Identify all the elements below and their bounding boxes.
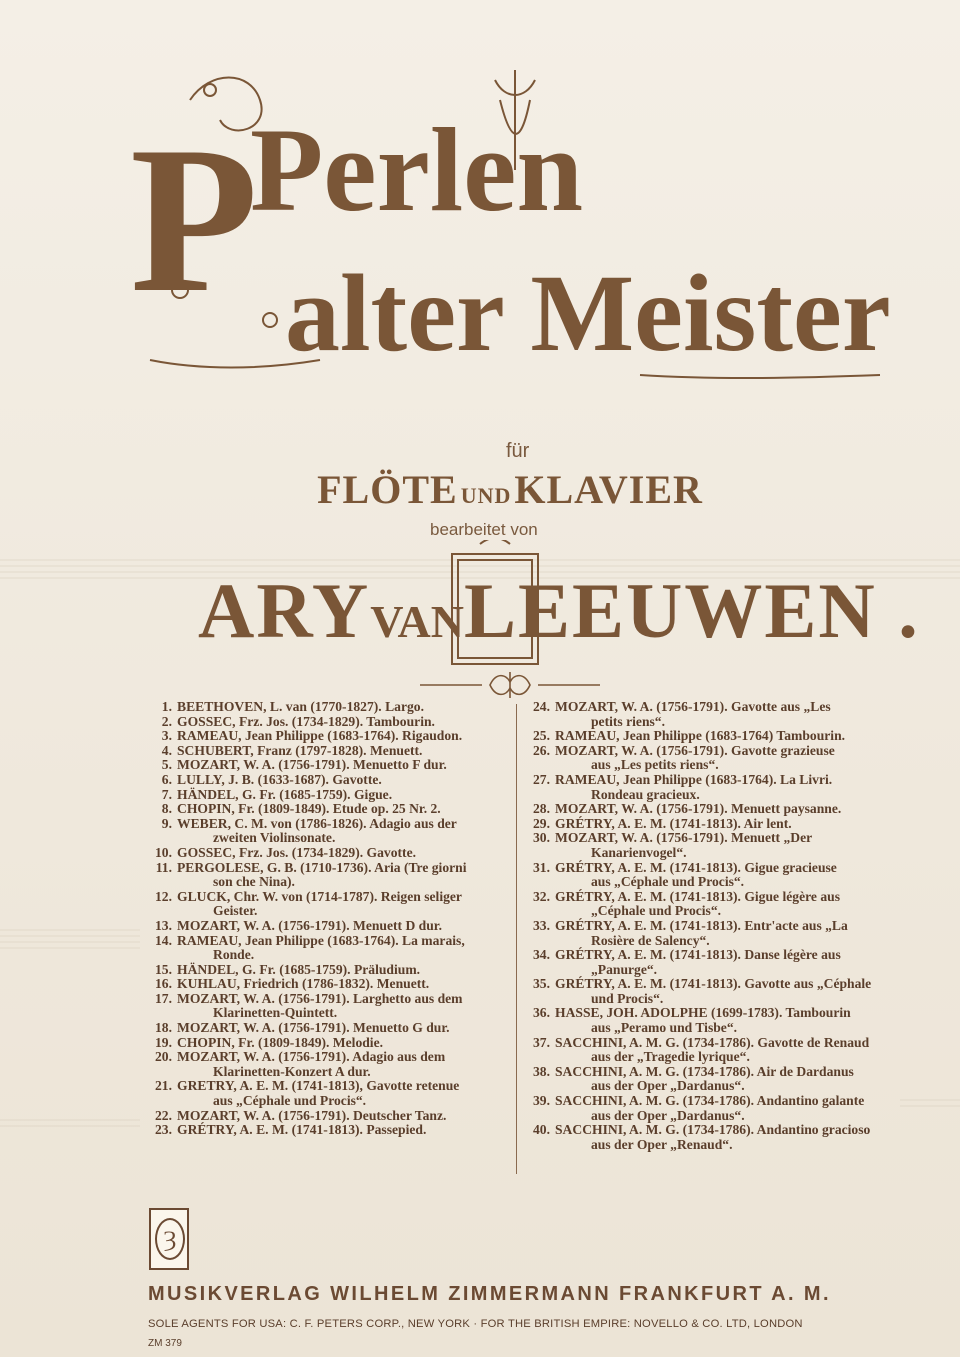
piece-body (177, 963, 514, 978)
piece-continuation: aus der „Tragedie lyrique“. (591, 1049, 750, 1065)
list-item (524, 1065, 896, 1094)
title-line2: alter Meister (285, 252, 891, 374)
piece-title: RAMEAU, Jean Philippe (1683-1764) Tambourin. (555, 728, 846, 744)
piece-body (177, 729, 514, 744)
piece-number: 7. (161, 786, 172, 802)
piece-body (177, 1050, 514, 1079)
title-initial-p: P (130, 104, 259, 336)
piece-title: MOZART, W. A. (1756-1791). Gavotte grazieuse (555, 742, 835, 758)
piece-body (177, 788, 514, 803)
piece-list-left (146, 700, 514, 1138)
piece-title: PERGOLESE, G. B. (1710-1736). Aria (Tre giorni (177, 859, 467, 875)
for-label: für (506, 440, 530, 462)
piece-body (555, 1094, 896, 1123)
piece-body (177, 700, 514, 715)
piece-body (555, 744, 896, 773)
publisher-logo-mark: Ȝ (155, 1218, 185, 1260)
piece-number: 40. (533, 1122, 550, 1138)
list-item (146, 817, 514, 846)
list-item (146, 846, 514, 861)
piece-number: 25. (533, 728, 550, 744)
list-item (524, 831, 896, 860)
piece-body (555, 729, 896, 744)
piece-continuation: son che Nina). (213, 874, 295, 890)
piece-title: MOZART, W. A. (1756-1791). Menuetto G dur. (177, 1020, 450, 1036)
piece-title: HÄNDEL, G. Fr. (1685-1759). Präludium. (177, 961, 421, 977)
piece-number: 11. (155, 859, 172, 875)
piece-number: 1. (161, 699, 172, 714)
piece-title: WEBER, C. M. von (1786-1826). Adagio aus der (177, 815, 457, 831)
piece-title: SACCHINI, A. M. G. (1734-1786). Gavotte de Renaud (555, 1034, 870, 1050)
piece-body (555, 977, 896, 1006)
piece-body (555, 802, 896, 817)
piece-title: SACCHINI, A. M. G. (1734-1786). Andantino galante (555, 1093, 865, 1109)
list-item (524, 802, 896, 817)
list-item (524, 1036, 896, 1065)
piece-title: MOZART, W. A. (1756-1791). Menuett „Der (555, 830, 813, 846)
list-item (146, 1050, 514, 1079)
piece-number: 12. (155, 888, 172, 904)
list-item (524, 1006, 896, 1035)
piece-title: SACCHINI, A. M. G. (1734-1786). Air de Dardanus (555, 1063, 854, 1079)
piece-continuation: aus „Peramo und Tisbe“. (591, 1020, 738, 1036)
piece-continuation: petits riens“. (591, 713, 666, 729)
piece-number: 21. (155, 1078, 172, 1094)
decorative-title (120, 60, 900, 420)
piece-body (177, 715, 514, 730)
list-item (146, 788, 514, 803)
piece-body (555, 1006, 896, 1035)
instrumentation (300, 466, 720, 513)
instrument-piano: KLAVIER (514, 467, 703, 512)
list-item (524, 1094, 896, 1123)
list-item (524, 948, 896, 977)
piece-number: 27. (533, 771, 550, 787)
piece-continuation: aus „Les petits riens“. (591, 757, 719, 773)
list-item (146, 977, 514, 992)
piece-number: 18. (155, 1020, 172, 1036)
list-item (146, 934, 514, 963)
piece-body (555, 773, 896, 802)
list-item (146, 758, 514, 773)
piece-title: GRÉTRY, A. E. M. (1741-1813). Gavotte aus „Céphale (555, 976, 872, 992)
piece-body (555, 817, 896, 832)
piece-body (177, 890, 514, 919)
piece-title: MOZART, W. A. (1756-1791). Gavotte aus „Les (555, 699, 831, 714)
arranger-last: LEEUWEN (463, 567, 877, 654)
publisher-name: MUSIKVERLAG WILHELM ZIMMERMANN FRANKFURT A. M. (148, 1283, 831, 1305)
piece-title: CHOPIN, Fr. (1809-1849). Etude op. 25 Nr. 2. (177, 801, 441, 817)
list-item (146, 963, 514, 978)
piece-body (177, 817, 514, 846)
piece-body (555, 948, 896, 977)
list-item (146, 729, 514, 744)
list-item (146, 744, 514, 759)
instrument-flute: FLÖTE (317, 467, 458, 512)
list-item (524, 817, 896, 832)
piece-title: LULLY, J. B. (1633-1687). Gavotte. (177, 771, 382, 787)
list-item (146, 919, 514, 934)
piece-continuation: aus der Oper „Dardanus“. (591, 1078, 745, 1094)
piece-list-right (524, 700, 896, 1152)
publisher-logo (149, 1208, 189, 1270)
piece-title: RAMEAU, Jean Philippe (1683-1764). La Livri. (555, 771, 833, 787)
piece-number: 5. (161, 757, 172, 773)
piece-number: 36. (533, 1005, 550, 1021)
piece-title: GRÉTRY, A. E. M. (1741-1813). Gigue légère aus (555, 888, 840, 904)
piece-continuation: aus „Céphale und Procis“. (591, 874, 745, 890)
piece-number: 31. (533, 859, 550, 875)
piece-continuation: aus „Céphale und Procis“. (213, 1093, 367, 1109)
piece-number: 37. (533, 1034, 550, 1050)
piece-body (177, 773, 514, 788)
piece-body (555, 919, 896, 948)
piece-number: 15. (155, 961, 172, 977)
piece-number: 33. (533, 917, 550, 933)
piece-body (555, 831, 896, 860)
piece-number: 19. (155, 1034, 172, 1050)
piece-number: 23. (155, 1122, 172, 1138)
piece-number: 26. (533, 742, 550, 758)
piece-body (555, 1065, 896, 1094)
piece-number: 4. (161, 742, 172, 758)
piece-continuation: Ronde. (213, 947, 255, 963)
piece-body (555, 1123, 896, 1152)
piece-title: GRETRY, A. E. M. (1741-1813), Gavotte retenue (177, 1078, 460, 1094)
list-item (524, 729, 896, 744)
piece-title: MOZART, W. A. (1756-1791). Menuett D dur. (177, 917, 442, 933)
arranger-first: ARY (198, 567, 371, 654)
piece-body (177, 919, 514, 934)
list-item (146, 1079, 514, 1108)
piece-body (177, 861, 514, 890)
list-item (146, 773, 514, 788)
piece-body (177, 934, 514, 963)
piece-number: 30. (533, 830, 550, 846)
piece-body (177, 1079, 514, 1108)
piece-body (555, 700, 896, 729)
piece-title: GRÉTRY, A. E. M. (1741-1813). Gigue gracieuse (555, 859, 837, 875)
piece-number: 24. (533, 699, 550, 714)
column-divider (516, 704, 517, 1174)
list-item (146, 861, 514, 890)
list-item (146, 715, 514, 730)
list-item (524, 977, 896, 1006)
piece-number: 29. (533, 815, 550, 831)
piece-continuation: Rosière de Salency“. (591, 932, 710, 948)
sole-agents: SOLE AGENTS FOR USA: C. F. PETERS CORP., NEW YORK · FOR THE BRITISH EMPIRE: NOVELLO & CO. LTD, LONDON (148, 1318, 803, 1330)
piece-title: GRÉTRY, A. E. M. (1741-1813). Entr'acte aus „La (555, 917, 848, 933)
list-item (146, 1036, 514, 1051)
list-item (146, 890, 514, 919)
piece-title: CHOPIN, Fr. (1809-1849). Melodie. (177, 1034, 384, 1050)
list-item (524, 744, 896, 773)
piece-number: 34. (533, 947, 550, 963)
arranger-name (198, 566, 920, 656)
list-item (524, 700, 896, 729)
piece-continuation: Klarinetten-Konzert A dur. (213, 1063, 371, 1079)
piece-continuation: und Procis“. (591, 990, 664, 1006)
piece-body (177, 1036, 514, 1051)
piece-continuation: aus der Oper „Dardanus“. (591, 1107, 745, 1123)
piece-body (177, 758, 514, 773)
piece-number: 28. (533, 801, 550, 817)
piece-body (177, 802, 514, 817)
piece-continuation: zweiten Violinsonate. (213, 830, 336, 846)
piece-number: 22. (155, 1107, 172, 1123)
piece-body (555, 890, 896, 919)
list-item (524, 861, 896, 890)
piece-title: RAMEAU, Jean Philippe (1683-1764). Rigaudon. (177, 728, 463, 744)
piece-number: 2. (161, 713, 172, 729)
piece-body (177, 744, 514, 759)
piece-number: 6. (161, 771, 172, 787)
list-item (146, 992, 514, 1021)
list-item (524, 919, 896, 948)
piece-title: GOSSEC, Frz. Jos. (1734-1829). Gavotte. (177, 844, 416, 860)
piece-title: GRÉTRY, A. E. M. (1741-1813). Passepied. (177, 1122, 427, 1138)
piece-body (177, 977, 514, 992)
piece-continuation: aus der Oper „Renaud“. (591, 1136, 733, 1152)
list-item (524, 773, 896, 802)
piece-number: 16. (155, 976, 172, 992)
piece-number: 17. (155, 990, 172, 1006)
list-item (524, 1123, 896, 1152)
piece-body (177, 1123, 514, 1138)
piece-title: MOZART, W. A. (1756-1791). Deutscher Tanz. (177, 1107, 447, 1123)
piece-continuation: Geister. (213, 903, 258, 919)
piece-title: GLUCK, Chr. W. von (1714-1787). Reigen seliger (177, 888, 462, 904)
piece-title: HASSE, JOH. ADOLPHE (1699-1783). Tambourin (555, 1005, 851, 1021)
piece-continuation: Kanarienvogel“. (591, 844, 687, 860)
list-item (524, 890, 896, 919)
list-item (146, 802, 514, 817)
piece-title: MOZART, W. A. (1756-1791). Menuett paysanne. (555, 801, 842, 817)
arranger-particle: VAN (370, 596, 464, 647)
piece-number: 3. (161, 728, 172, 744)
catalog-number: ZM 379 (148, 1338, 182, 1349)
arranger-dot: . (898, 567, 920, 654)
piece-number: 9. (161, 815, 172, 831)
piece-continuation: Rondeau gracieux. (591, 786, 700, 802)
piece-body (177, 846, 514, 861)
piece-title: RAMEAU, Jean Philippe (1683-1764). La marais, (177, 932, 465, 948)
piece-number: 35. (533, 976, 550, 992)
piece-number: 32. (533, 888, 550, 904)
piece-title: SACCHINI, A. M. G. (1734-1786). Andantino gracioso (555, 1122, 871, 1138)
list-item (146, 1021, 514, 1036)
conjunction: UND (460, 483, 512, 508)
piece-continuation: „Céphale und Procis“. (591, 903, 722, 919)
list-item (146, 700, 514, 715)
piece-number: 8. (161, 801, 172, 817)
list-item (146, 1123, 514, 1138)
piece-body (177, 992, 514, 1021)
piece-number: 10. (155, 844, 172, 860)
piece-body (177, 1021, 514, 1036)
title-line1: Perlen (250, 103, 584, 236)
piece-title: HÄNDEL, G. Fr. (1685-1759). Gigue. (177, 786, 393, 802)
piece-title: MOZART, W. A. (1756-1791). Larghetto aus dem (177, 990, 463, 1006)
piece-title: KUHLAU, Friedrich (1786-1832). Menuett. (177, 976, 430, 992)
piece-continuation: Klarinetten-Quintett. (213, 1005, 338, 1021)
piece-title: SCHUBERT, Franz (1797-1828). Menuett. (177, 742, 423, 758)
piece-title: MOZART, W. A. (1756-1791). Menuetto F dur. (177, 757, 447, 773)
arranged-by-label: bearbeitet von (430, 520, 538, 539)
piece-number: 14. (155, 932, 172, 948)
piece-number: 20. (155, 1049, 172, 1065)
piece-title: GRÉTRY, A. E. M. (1741-1813). Danse légère aus (555, 947, 841, 963)
piece-body (555, 861, 896, 890)
piece-title: GOSSEC, Frz. Jos. (1734-1829). Tambourin. (177, 713, 435, 729)
piece-number: 38. (533, 1063, 550, 1079)
piece-title: MOZART, W. A. (1756-1791). Adagio aus dem (177, 1049, 446, 1065)
piece-title: BEETHOVEN, L. van (1770-1827). Largo. (177, 699, 424, 714)
piece-number: 39. (533, 1093, 550, 1109)
piece-continuation: „Panurge“. (591, 961, 658, 977)
piece-body (555, 1036, 896, 1065)
fleuron-ornament (420, 668, 600, 702)
piece-title: GRÉTRY, A. E. M. (1741-1813). Air lent. (555, 815, 792, 831)
piece-number: 13. (155, 917, 172, 933)
